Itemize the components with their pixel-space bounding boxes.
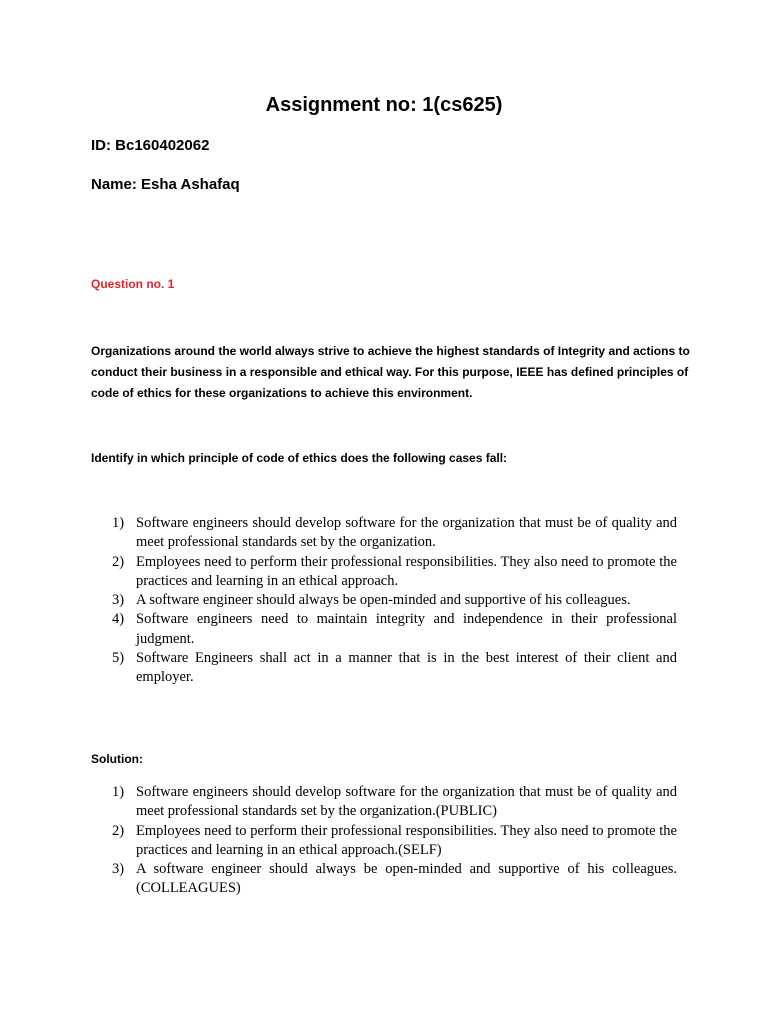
list-item	[91, 649, 677, 688]
list-item-text: Employees need to perform their professional responsibilities. They also need to promote the practices and learning in an ethical approach.(SELF)	[136, 822, 677, 858]
list-item	[91, 822, 677, 861]
list-item-text: Employees need to perform their professional responsibilities. They also need to promote the practices and learning in an ethical approach.	[136, 553, 677, 589]
list-item-text: Software engineers should develop software for the organization that must be of quality and meet professional standards set by the organization.	[136, 515, 677, 551]
list-number: 2)	[112, 553, 125, 570]
page-title: Assignment no: 1(cs625)	[265, 94, 503, 116]
list-number: 3)	[112, 592, 125, 609]
list-number: 3)	[112, 861, 125, 878]
list-item-text: A software engineer should always be open-minded and supportive of his colleagues.	[136, 592, 631, 609]
list-item	[91, 610, 677, 649]
solution-heading: Solution:	[91, 752, 143, 766]
intro-paragraph: Organizations around the world always strive to achieve the highest standards of Integrity and actions to conduct their business in a responsible and ethical way. For this purpose, IEEE has defined principles of code of ethics for these organizations to achieve this environment.	[91, 344, 690, 400]
cases-list	[91, 514, 677, 688]
list-item	[91, 783, 677, 822]
list-item	[91, 553, 677, 592]
list-item	[91, 860, 677, 899]
list-item	[91, 514, 677, 553]
student-name: Name: Esha Ashafaq	[91, 176, 240, 193]
student-id: ID: Bc160402062	[91, 137, 210, 154]
list-number: 5)	[112, 650, 125, 667]
list-number: 1)	[112, 515, 125, 531]
list-item-text: Software engineers need to maintain integrity and independence in their professional judgment.	[136, 611, 677, 647]
list-item	[91, 591, 677, 610]
question-heading: Question no. 1	[91, 277, 175, 291]
list-item-text: A software engineer should always be open-minded and supportive of his colleagues.(COLLEAGUES)	[136, 861, 677, 897]
instruction-text: Identify in which principle of code of ethics does the following cases fall:	[91, 451, 508, 465]
solutions-list	[91, 783, 677, 899]
list-number: 4)	[112, 611, 125, 628]
list-item-text: Software engineers should develop software for the organization that must be of quality and meet professional standards set by the organization.(PUBLIC)	[136, 784, 677, 820]
list-number: 1)	[112, 784, 125, 800]
list-number: 2)	[112, 822, 125, 839]
list-item-text: Software Engineers shall act in a manner that is in the best interest of their client and employer.	[136, 650, 677, 686]
